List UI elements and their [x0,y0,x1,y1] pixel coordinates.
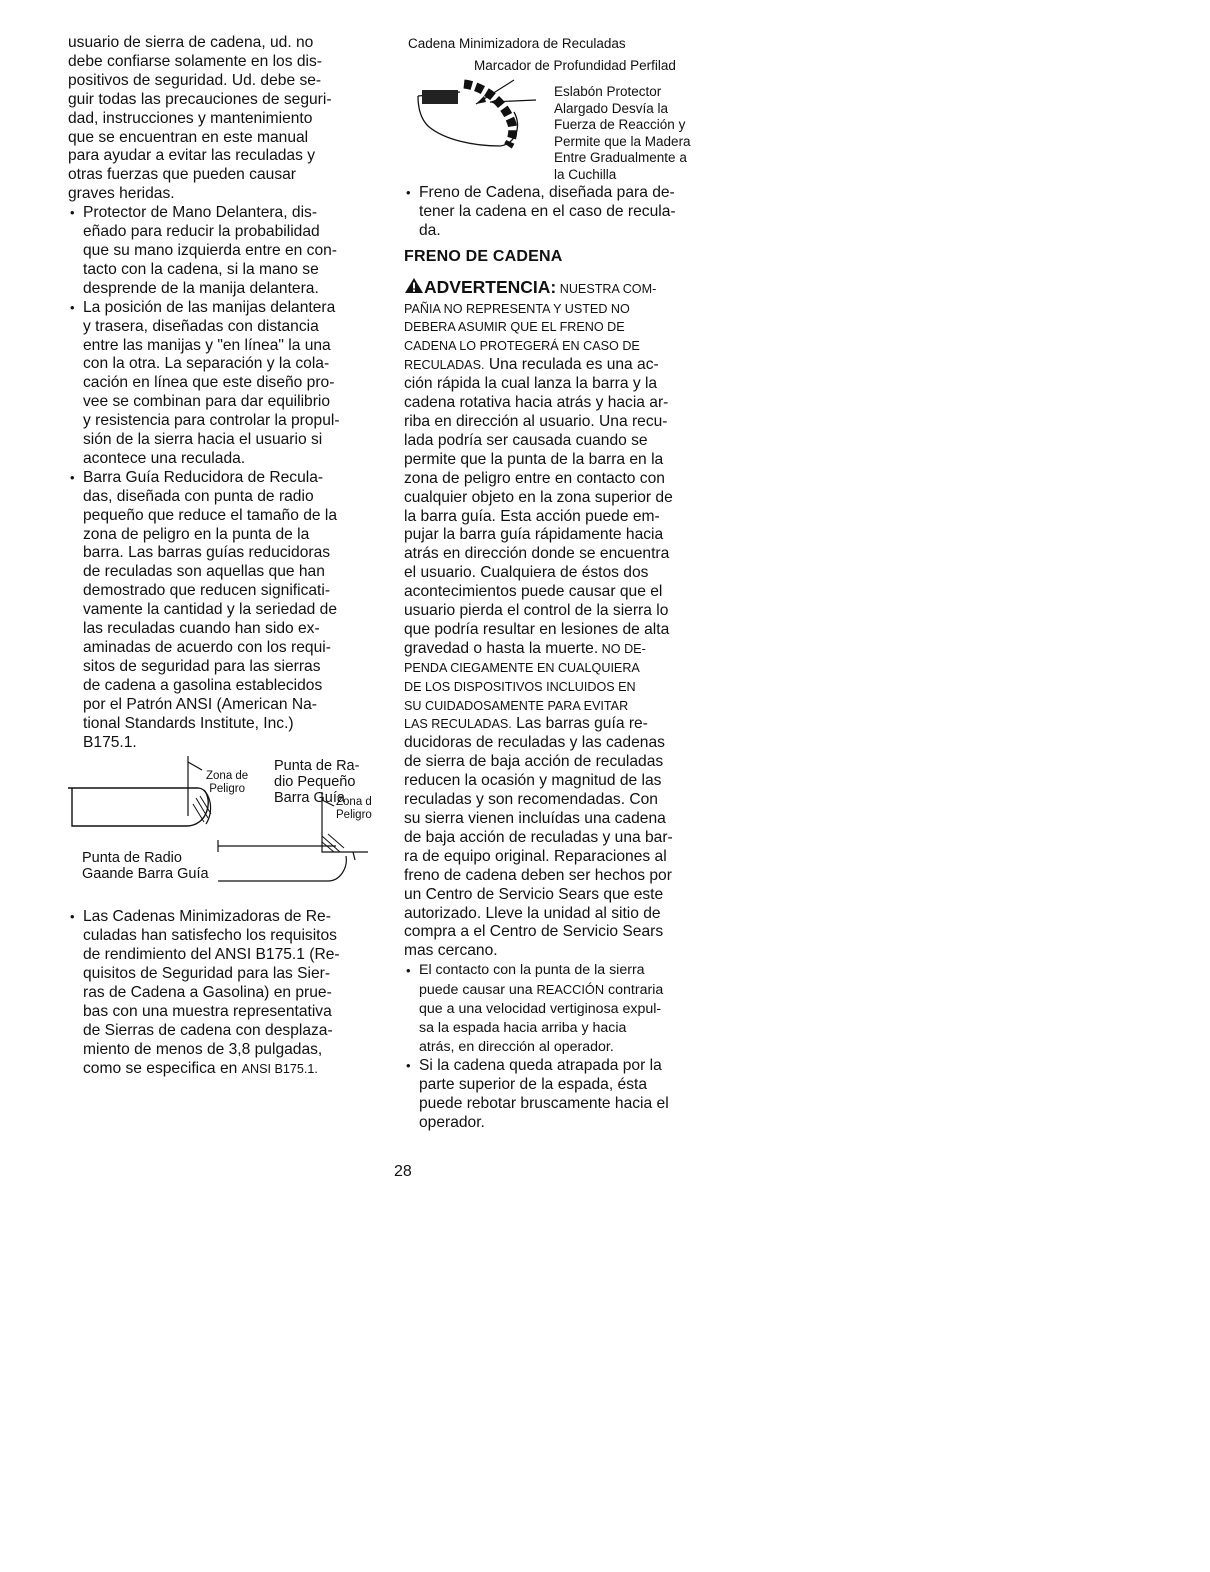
zona-peligro-label-2: Zona d Peligro [336,796,372,822]
bullet-protector-mano: • Protector de Mano Delantera, dis- eñado para reducir la probabilidad que su mano izquierda entre en con- tacto con la cadena, si la mano se desprende de la manija delantera. [68,204,390,299]
right-column [404,34,724,1133]
bullet-posicion-manijas: • La posición de las manijas delantera y trasera, diseñadas con distancia entre las manijas y "en línea" la una con la otra. La separación y la cola- cación en línea que este diseño pro- vee se combinan para dar equilibrio y resistencia para controlar la propul- sión de la sierra hacia el usuario si acontece una reculada. [68,299,390,469]
warning-title: ADVERTENCIA: [424,276,557,297]
intro-paragraph: usuario de sierra de cadena, ud. no debe confiarse solamente en los dis- positivos de seguridad. Ud. debe se- guir todas las precauciones de seguri- dad, instrucciones y mantenimiento que se encuentran en este manual para ayudar a evitar las reculadas y otras fuerzas que pueden causar graves heridas. [68,34,332,203]
punta-radio-grande-label: Punta de Radio Gaande Barra Guía [82,850,209,883]
eslabon-label: Eslabón Protector Alargado Desvía la Fuerza de Reacción y Permite que la Madera Entre Gradualmente a la Cuchilla [554,84,691,182]
bullet-contacto-b: contraria que a una velocidad vertiginosa expul- sa la espada hacia arriba y hacia atrás, en dirección al operador. [419,982,664,1056]
bullet-contacto-a: El contacto con la punta de la sierra puede causar una [419,962,645,999]
zona-peligro-label-1: Zona de Peligro [206,770,249,796]
page-number: 28 [394,1163,412,1180]
chain-figure [404,34,724,184]
punta-radio-pequeno-label: Punta de Ra- dio Pequeño Barra Guía [274,758,360,807]
chain-figure-title: Cadena Minimizadora de Reculadas [408,36,626,51]
bullet-freno-cadena: • Freno de Cadena, diseñada para de- tener la cadena en el caso de recula- da. [404,184,724,241]
warning-text-1: Una reculada es una ac- ción rápida la cual lanza la barra y la cadena rotativa hacia atrás y hacia ar- riba en dirección al usuario. Una recu- lada podría ser causada cuando se permite que la punta de la barra en la zona de peligro entre en contacto con cualquier objeto en la zona superior de la barra guía. Esta acción puede em- pujar la barra guía rápidamente hacia atrás en dirección donde se encuentra el usuario. Cualquiera de éstos dos acontecimientos puede causar que el usuario pierda el control de la sierra lo que podría resultar en lesiones de alta gravedad o hasta la muerte. [404,356,673,657]
bullet-cadenas-text: Las Cadenas Minimizadoras de Re- culadas han satisfecho los requisitos de rendimiento del ANSI B175.1 (Re- quisitos de Seguridad para las Sier- ras de Cadena a Gasolina) en prue- bas con una muestra representativa de Sierras de cadena con desplaza- miento de menos de 3,8 pulgadas, como se especifica en [83,908,340,1077]
warning-icon [404,277,424,300]
warning-paragraph [404,277,724,962]
warning-caps-2: NO DE- PENDA CIEGAMENTE EN CUALQUIERA DE LOS DISPOSITIVOS INCLUIDOS EN SU CUIDADOSAMENTE PARA EVITAR LAS RECULADAS. [404,641,646,732]
bullet-cadenas-minimizadoras [68,908,390,1078]
section-heading: FRENO DE CADENA [404,247,563,265]
bullet-contacto-caps: REACCIÓN [536,982,605,998]
bullet-cadena-atrapada: • Si la cadena queda atrapada por la parte superior de la espada, ésta puede rebotar bruscamente hacia el operador. [404,1057,724,1133]
bullet-contacto [404,961,724,1057]
left-column [68,34,390,1079]
warning-caps-1: NUESTRA COM- PAÑIA NO REPRESENTA Y USTED NO DEBERA ASUMIR QUE EL FRENO DE CADENA LO PROTEGERÁ EN CASO DE RECULADAS. [404,281,657,373]
marcador-label: Marcador de Profundidad Perfilad [474,58,676,73]
guide-bar-figure [68,756,390,902]
bullet-cadenas-tail: ANSI B175.1. [241,1061,318,1076]
bullet-barra-guia: • Barra Guía Reducidora de Recula- das, diseñada con punta de radio pequeño que reduce el tamaño de la zona de peligro en la punta de la barra. Las barras guías reducidoras de reculadas son aquellas que han demostrado que reducen significati- vamente la cantidad y la seriedad de las reculadas cuando han sido ex- aminadas de acuerdo con los requi- sitos de seguridad para las sierras de cadena a gasolina establecidos por el Patrón ANSI (American Na- tional Standards Institute, Inc.) B175.1. [68,469,390,753]
warning-text-2: Las barras guía re- ducidoras de reculadas y las cadenas de sierra de baja acción de reculadas reducen la ocasión y magnitud de las reculadas y son recomendadas. Con su sierra vienen incluídas una cadena de baja acción de reculadas y una bar- ra de equipo original. Reparaciones al freno de cadena deben ser hechos por un Centro de Servicio Sears que este autorizado. Lleve la unidad al sitio de compra a el Centro de Servicio Sears mas cercano. [404,715,673,960]
